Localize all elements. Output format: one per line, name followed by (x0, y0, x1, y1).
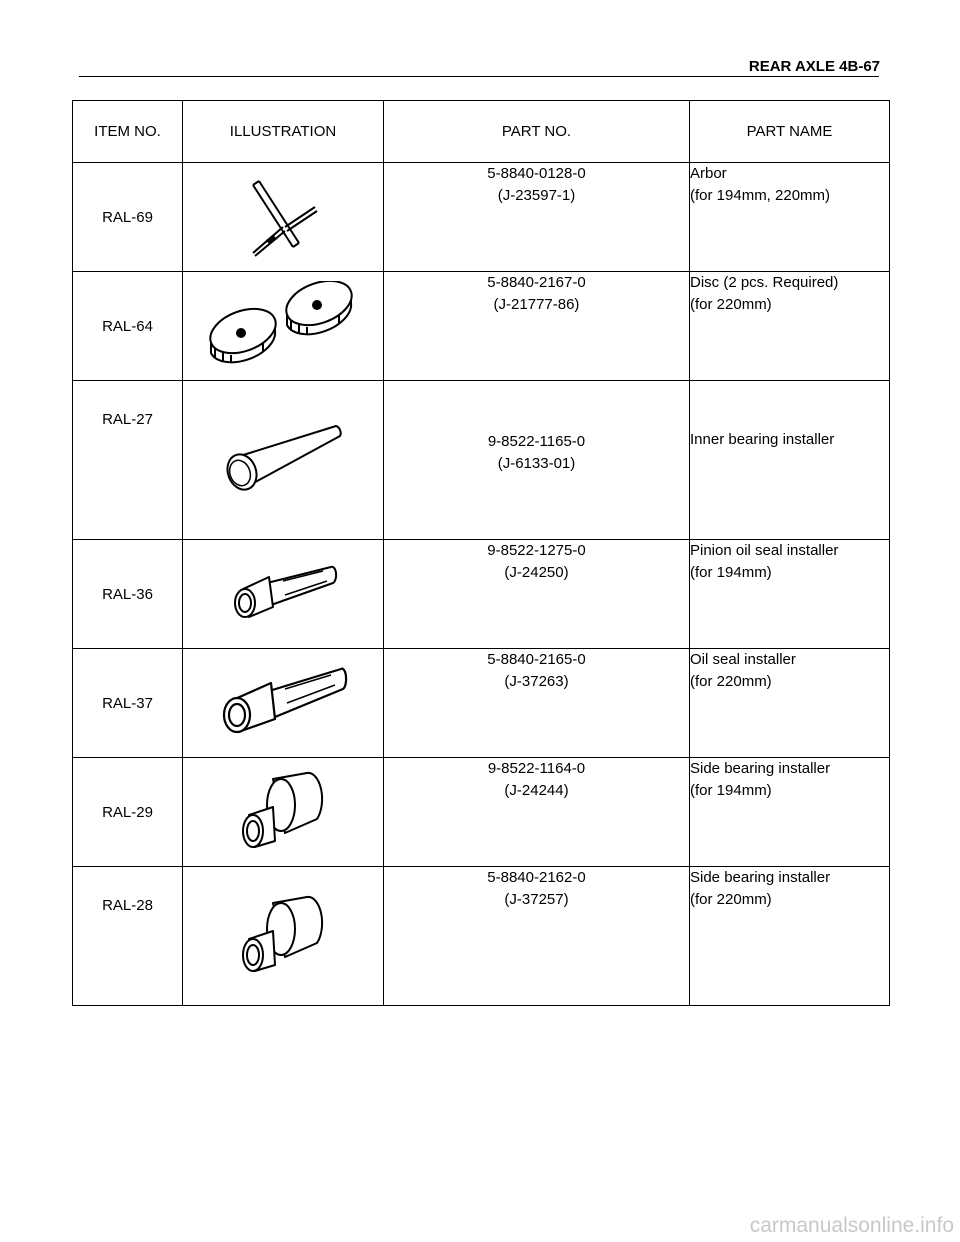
part-name-note: (for 194mm) (690, 782, 772, 799)
part-no-alt: (J-23597-1) (497, 187, 576, 204)
part-no: 9-8522-1275-0 (487, 542, 586, 559)
part-no: 5-8840-0128-0 (487, 165, 586, 182)
item-no: RAL-37 (73, 649, 183, 758)
part-name: Oil seal installer (690, 651, 796, 668)
part-name-note: (for 220mm) (690, 673, 772, 690)
item-no: RAL-29 (73, 758, 183, 867)
part-no: 5-8840-2165-0 (487, 651, 586, 668)
table-header-row (73, 101, 890, 163)
part-name-cell (690, 540, 890, 649)
part-no-cell (384, 272, 690, 381)
page-header: REAR AXLE 4B-67 (748, 58, 880, 75)
part-name-cell (690, 163, 890, 272)
part-name-cell (690, 649, 890, 758)
arbor-icon (243, 177, 323, 257)
part-name-cell (690, 758, 890, 867)
part-name-note: (for 220mm) (690, 296, 772, 313)
part-name-note: (for 194mm, 220mm) (690, 187, 831, 204)
table-row (73, 272, 890, 381)
part-no-cell (384, 540, 690, 649)
column-header-part-name: PART NAME (690, 101, 890, 163)
part-no: 9-8522-1164-0 (487, 760, 586, 777)
illustration (183, 649, 384, 758)
part-no: 9-8522-1165-0 (487, 433, 586, 450)
part-no-alt: (J-6133-01) (497, 455, 576, 472)
part-name-note: (for 220mm) (690, 891, 772, 908)
oil-seal-installer-icon (213, 663, 353, 743)
illustration (183, 272, 384, 381)
part-name: Pinion oil seal installer (690, 542, 839, 559)
part-name-cell (690, 272, 890, 381)
item-no: RAL-36 (73, 540, 183, 649)
illustration (183, 540, 384, 649)
side-bearing-installer-icon (233, 767, 333, 857)
table-row (73, 163, 890, 272)
item-no: RAL-69 (73, 163, 183, 272)
column-header-illustration: ILLUSTRATION (183, 101, 384, 163)
part-no-cell (384, 649, 690, 758)
special-tools-table (72, 100, 890, 1006)
part-name: Inner bearing installer (690, 431, 835, 448)
pinion-oil-seal-installer-icon (223, 559, 343, 629)
table-row (73, 649, 890, 758)
part-no-cell (384, 758, 690, 867)
table-row (73, 758, 890, 867)
part-no-alt: (J-37257) (504, 891, 569, 908)
part-no-cell (384, 381, 690, 540)
part-no-alt: (J-24250) (504, 564, 569, 581)
inner-bearing-installer-icon (218, 420, 348, 500)
illustration (183, 163, 384, 272)
part-no-alt: (J-21777-86) (493, 296, 580, 313)
illustration (183, 381, 384, 540)
part-name: Side bearing installer (690, 760, 831, 777)
part-name-cell (690, 867, 890, 1006)
disc-icon (203, 281, 363, 371)
item-no: RAL-64 (73, 272, 183, 381)
illustration (183, 867, 384, 1006)
part-no-cell (384, 163, 690, 272)
column-header-part-no: PART NO. (384, 101, 690, 163)
part-no: 5-8840-2167-0 (487, 274, 586, 291)
column-header-item-no: ITEM NO. (73, 101, 183, 163)
part-no: 5-8840-2162-0 (487, 869, 586, 886)
item-no: RAL-27 (73, 381, 183, 540)
part-name: Arbor (690, 165, 727, 182)
part-name: Disc (2 pcs. Required) (690, 274, 839, 291)
part-name: Side bearing installer (690, 869, 831, 886)
illustration (183, 758, 384, 867)
header-rule (79, 76, 879, 77)
side-bearing-installer-icon (233, 891, 333, 981)
table-row (73, 540, 890, 649)
part-name-note: (for 194mm) (690, 564, 772, 581)
item-no: RAL-28 (73, 867, 183, 1006)
part-no-cell (384, 867, 690, 1006)
watermark: carmanualsonline.info (749, 1214, 954, 1237)
part-no-alt: (J-24244) (504, 782, 569, 799)
table-row (73, 381, 890, 540)
table-row (73, 867, 890, 1006)
part-no-alt: (J-37263) (504, 673, 569, 690)
part-name-cell (690, 381, 890, 540)
